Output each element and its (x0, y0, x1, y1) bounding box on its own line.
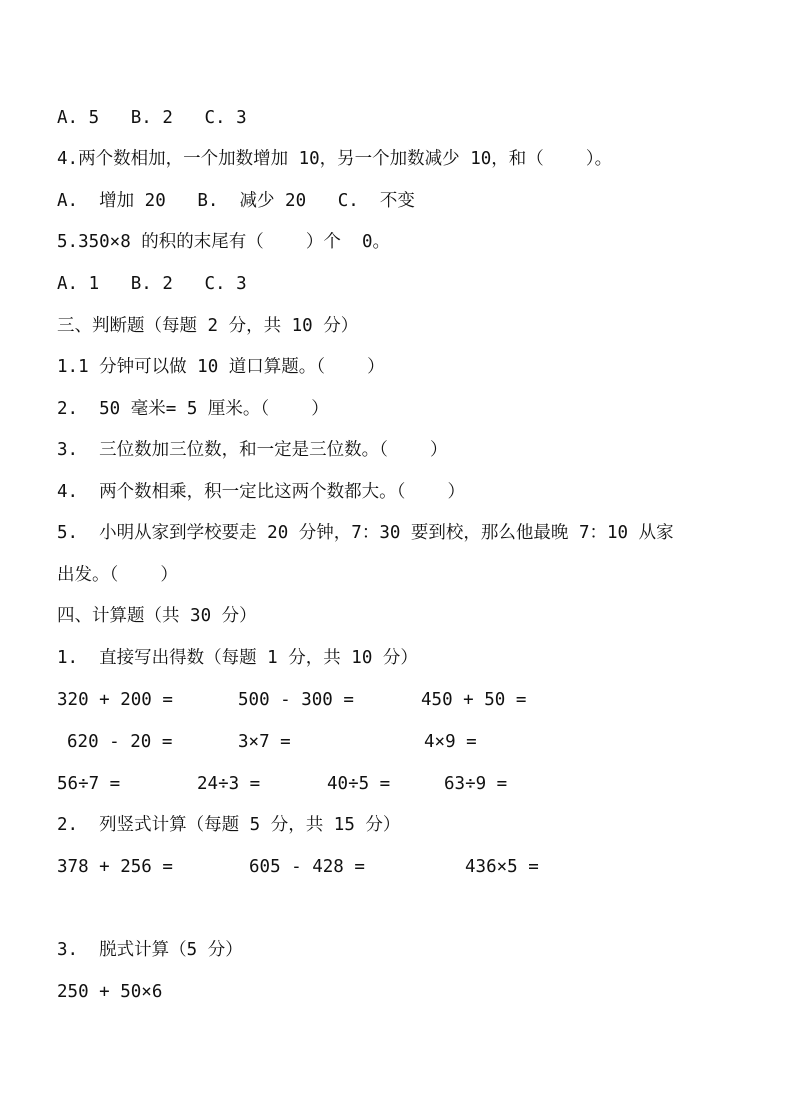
question-4: 4.两个数相加，一个加数增加 10，另一个加数减少 10，和（ ）。 (57, 149, 613, 169)
calc-3-title: 3. 脱式计算（5 分） (57, 940, 243, 960)
oral-calc-item: 620 - 20 = (67, 732, 173, 752)
calc-3-expression: 250 + 50×6 (57, 982, 163, 1002)
q5-options: A. 1 B. 2 C. 3 (57, 274, 247, 294)
judge-item-5-line-2: 出发。（ ） (57, 565, 178, 585)
oral-calc-item: 56÷7 = (57, 774, 121, 794)
calc-2-title: 2. 列竖式计算（每题 5 分，共 15 分） (57, 815, 401, 835)
oral-calc-item: 63÷9 = (444, 774, 508, 794)
section-3-title: 三、判断题（每题 2 分，共 10 分） (57, 316, 359, 336)
judge-item-1: 1.1 分钟可以做 10 道口算题。（ ） (57, 357, 385, 377)
oral-calc-item: 24÷3 = (197, 774, 261, 794)
oral-calc-item: 40÷5 = (327, 774, 391, 794)
q4-options: A. 增加 20 B. 减少 20 C. 不变 (57, 191, 415, 211)
judge-item-3: 3. 三位数加三位数，和一定是三位数。（ ） (57, 440, 448, 460)
oral-calc-item: 320 + 200 = (57, 690, 173, 710)
q3-options: A. 5 B. 2 C. 3 (57, 108, 247, 128)
oral-calc-item: 450 + 50 = (421, 690, 527, 710)
calc-1-title: 1. 直接写出得数（每题 1 分，共 10 分） (57, 648, 418, 668)
vertical-calc-item: 605 - 428 = (249, 857, 365, 877)
oral-calc-item: 4×9 = (424, 732, 477, 752)
oral-calc-item: 3×7 = (238, 732, 291, 752)
question-5: 5.350×8 的积的末尾有（ ）个 0。 (57, 232, 391, 252)
vertical-calc-item: 436×5 = (465, 857, 539, 877)
judge-item-5-line-1: 5. 小明从家到学校要走 20 分钟，7：30 要到校，那么他最晚 7：10 从家 (57, 523, 674, 543)
oral-calc-item: 500 - 300 = (238, 690, 354, 710)
judge-item-2: 2. 50 毫米= 5 厘米。（ ） (57, 399, 329, 419)
judge-item-4: 4. 两个数相乘，积一定比这两个数都大。（ ） (57, 482, 466, 502)
vertical-calc-item: 378 + 256 = (57, 857, 173, 877)
section-4-title: 四、计算题（共 30 分） (57, 606, 257, 626)
